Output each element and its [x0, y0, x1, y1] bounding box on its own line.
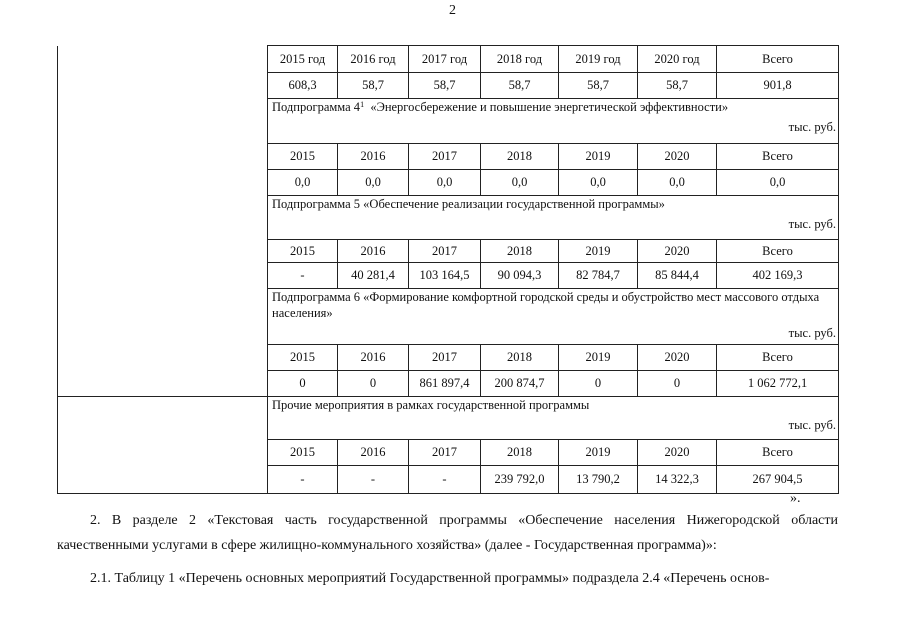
header-cell: 2018: [481, 345, 559, 371]
section-title-text: Прочие мероприятия в рамках государственной программы: [272, 398, 590, 412]
header-cell: 2017 год: [409, 46, 481, 73]
value-cell: 90 094,3: [481, 263, 559, 289]
value-cell: 14 322,3: [638, 466, 717, 494]
header-cell: 2020: [638, 345, 717, 371]
header-cell: 2020: [638, 440, 717, 466]
value-cell: 58,7: [409, 73, 481, 99]
header-cell: 2020 год: [638, 46, 717, 73]
superscript: 1: [360, 100, 365, 109]
header-cell: 2017: [409, 240, 481, 263]
value-cell: 0,0: [481, 170, 559, 196]
section-title: [268, 196, 839, 240]
header-cell: 2015: [268, 440, 338, 466]
header-cell: 2016 год: [338, 46, 409, 73]
section-title-rest: «Энергосбережение и повышение энергетической эффективности»: [364, 100, 729, 114]
unit-label: тыс. руб.: [788, 217, 836, 231]
section-title-text: Подпрограмма 5 «Обеспечение реализации государственной программы»: [272, 197, 665, 211]
value-cell: 267 904,5: [717, 466, 839, 494]
header-cell: 2017: [409, 144, 481, 170]
unit-label: тыс. руб.: [788, 120, 836, 134]
value-cell: 0,0: [268, 170, 338, 196]
value-cell: 58,7: [638, 73, 717, 99]
value-cell: 58,7: [559, 73, 638, 99]
section-title: [268, 397, 839, 440]
page-number: 2: [449, 3, 456, 18]
section-title-text: Подпрограмма 6 «Формирование комфортной городской среды и обустройство мест массового отдыха населения»: [272, 290, 820, 320]
section-title: [268, 289, 839, 345]
header-cell: 2019: [559, 440, 638, 466]
value-cell: 200 874,7: [481, 371, 559, 397]
value-cell: -: [409, 466, 481, 494]
value-cell: 0: [338, 371, 409, 397]
value-cell: -: [268, 263, 338, 289]
left-column-cell: [58, 46, 268, 397]
value-cell: 85 844,4: [638, 263, 717, 289]
header-cell: 2019: [559, 144, 638, 170]
header-cell: 2015: [268, 240, 338, 263]
value-cell: 402 169,3: [717, 263, 839, 289]
value-cell: 0,0: [559, 170, 638, 196]
unit-label: тыс. руб.: [788, 326, 836, 340]
section-title-row: [58, 397, 839, 440]
paragraph-section-2: 2. В разделе 2 «Текстовая часть государственной программы «Обеспечение населения Нижегородской области качественными услугами в сфере жилищно-коммунального хозяйства» (далее - Государственная программа)»:: [57, 513, 838, 553]
header-cell: 2020: [638, 144, 717, 170]
value-cell: 608,3: [268, 73, 338, 99]
left-column-cell: [58, 397, 268, 494]
header-cell: 2016: [338, 345, 409, 371]
header-cell: 2017: [409, 345, 481, 371]
header-cell: 2019 год: [559, 46, 638, 73]
header-cell: 2020: [638, 240, 717, 263]
value-cell: 861 897,4: [409, 371, 481, 397]
header-cell: Всего: [717, 144, 839, 170]
header-cell: 2016: [338, 240, 409, 263]
section-title-text: Подпрограмма 4: [272, 100, 361, 114]
value-cell: 103 164,5: [409, 263, 481, 289]
value-cell: 0,0: [638, 170, 717, 196]
value-cell: 82 784,7: [559, 263, 638, 289]
header-cell: 2016: [338, 440, 409, 466]
section-title: [268, 99, 839, 144]
value-cell: 0: [638, 371, 717, 397]
value-cell: 0,0: [717, 170, 839, 196]
header-cell: 2018 год: [481, 46, 559, 73]
value-cell: -: [338, 466, 409, 494]
value-cell: 58,7: [338, 73, 409, 99]
value-cell: 239 792,0: [481, 466, 559, 494]
header-cell: 2015 год: [268, 46, 338, 73]
header-cell: 2015: [268, 144, 338, 170]
value-cell: 13 790,2: [559, 466, 638, 494]
unit-label: тыс. руб.: [788, 418, 836, 432]
value-cell: 0: [268, 371, 338, 397]
value-cell: 901,8: [717, 73, 839, 99]
value-cell: 1 062 772,1: [717, 371, 839, 397]
header-cell: 2017: [409, 440, 481, 466]
header-cell: Всего: [717, 46, 839, 73]
header-cell: 2019: [559, 240, 638, 263]
header-cell: Всего: [717, 345, 839, 371]
header-cell: Всего: [717, 440, 839, 466]
header-cell: 2018: [481, 440, 559, 466]
closing-quote: ».: [790, 491, 801, 506]
value-cell: 58,7: [481, 73, 559, 99]
header-cell: 2018: [481, 144, 559, 170]
value-cell: 0: [559, 371, 638, 397]
header-cell: 2019: [559, 345, 638, 371]
funding-table: [57, 45, 839, 494]
header-cell: 2018: [481, 240, 559, 263]
header-cell: Всего: [717, 240, 839, 263]
value-cell: 0,0: [338, 170, 409, 196]
header-row: [58, 46, 839, 73]
header-cell: 2015: [268, 345, 338, 371]
header-cell: 2016: [338, 144, 409, 170]
value-cell: 0,0: [409, 170, 481, 196]
value-cell: 40 281,4: [338, 263, 409, 289]
value-cell: -: [268, 466, 338, 494]
paragraph-2-1: 2.1. Таблицу 1 «Перечень основных мероприятий Государственной программы» подраздела 2.4 «Перечень основ-: [90, 571, 770, 586]
